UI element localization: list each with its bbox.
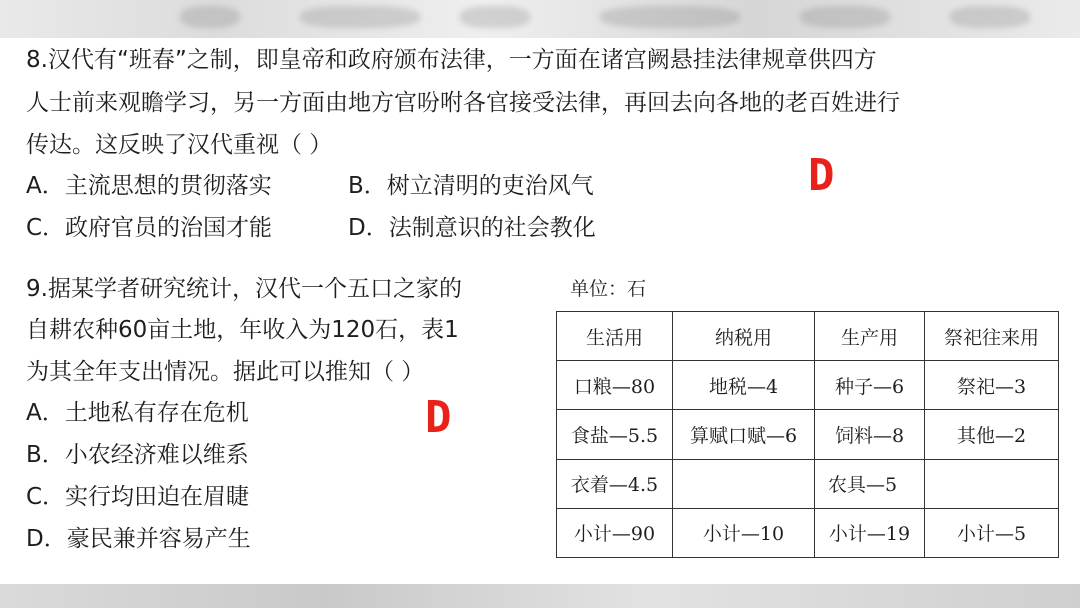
expenditure-table bbox=[556, 311, 1059, 558]
table-cell: 小计—19 bbox=[815, 508, 925, 557]
table-row bbox=[557, 459, 1059, 508]
question-9-line-1: 9.据某学者研究统计，汉代一个五口之家的 bbox=[26, 276, 462, 302]
table-header-cell: 生产用 bbox=[815, 312, 925, 361]
table-row bbox=[557, 361, 1059, 410]
question-9-option-d: D．豪民兼并容易产生 bbox=[26, 526, 251, 552]
table-cell: 其他—2 bbox=[925, 410, 1059, 459]
table-header-cell: 生活用 bbox=[557, 312, 673, 361]
table-cell bbox=[673, 459, 815, 508]
table-cell: 口粮—80 bbox=[557, 361, 673, 410]
question-9-answer: D bbox=[425, 392, 452, 443]
top-ink-banner bbox=[0, 0, 1080, 38]
table-row bbox=[557, 508, 1059, 557]
table-header-cell: 纳税用 bbox=[673, 312, 815, 361]
table-cell: 饲料—8 bbox=[815, 410, 925, 459]
table-header-cell: 祭祀往来用 bbox=[925, 312, 1059, 361]
table-cell: 衣着—4.5 bbox=[557, 459, 673, 508]
question-9-option-b: B．小农经济难以维系 bbox=[26, 442, 249, 468]
table-cell: 小计—5 bbox=[925, 508, 1059, 557]
table-cell: 小计—10 bbox=[673, 508, 815, 557]
question-8-option-d: D．法制意识的社会教化 bbox=[348, 215, 596, 241]
question-8-option-b: B．树立清明的吏治风气 bbox=[348, 173, 594, 199]
table-cell: 小计—90 bbox=[557, 508, 673, 557]
table-cell: 地税—4 bbox=[673, 361, 815, 410]
table-cell: 农具—5 bbox=[815, 459, 925, 508]
question-8-line-3: 传达。这反映了汉代重视（ ） bbox=[26, 132, 333, 158]
table-cell: 算赋口赋—6 bbox=[673, 410, 815, 459]
question-9-line-3: 为其全年支出情况。据此可以推知（ ） bbox=[26, 359, 425, 385]
question-9-option-c: C．实行均田迫在眉睫 bbox=[26, 484, 250, 510]
question-8-line-1: 8.汉代有“班春”之制，即皇帝和政府颁布法律，一方面在诸宫阙悬挂法律规章供四方 bbox=[26, 47, 877, 73]
question-8-line-2: 人士前来观瞻学习，另一方面由地方官吩咐各官接受法律，再回去向各地的老百姓进行 bbox=[26, 90, 900, 116]
question-8-option-a: A．主流思想的贯彻落实 bbox=[26, 173, 272, 199]
table-cell: 食盐—5.5 bbox=[557, 410, 673, 459]
bottom-ink-banner bbox=[0, 584, 1080, 608]
question-8-answer: D bbox=[808, 150, 835, 201]
table-header-row bbox=[557, 312, 1059, 361]
table-cell: 祭祀—3 bbox=[925, 361, 1059, 410]
table-unit-label: 单位：石 bbox=[570, 278, 647, 300]
question-8-option-c: C．政府官员的治国才能 bbox=[26, 215, 273, 241]
table-row bbox=[557, 410, 1059, 459]
table-cell bbox=[925, 459, 1059, 508]
question-9-option-a: A．土地私有存在危机 bbox=[26, 400, 249, 426]
table-cell: 种子—6 bbox=[815, 361, 925, 410]
question-9-line-2: 自耕农种60亩土地，年收入为120石，表1 bbox=[26, 317, 459, 343]
